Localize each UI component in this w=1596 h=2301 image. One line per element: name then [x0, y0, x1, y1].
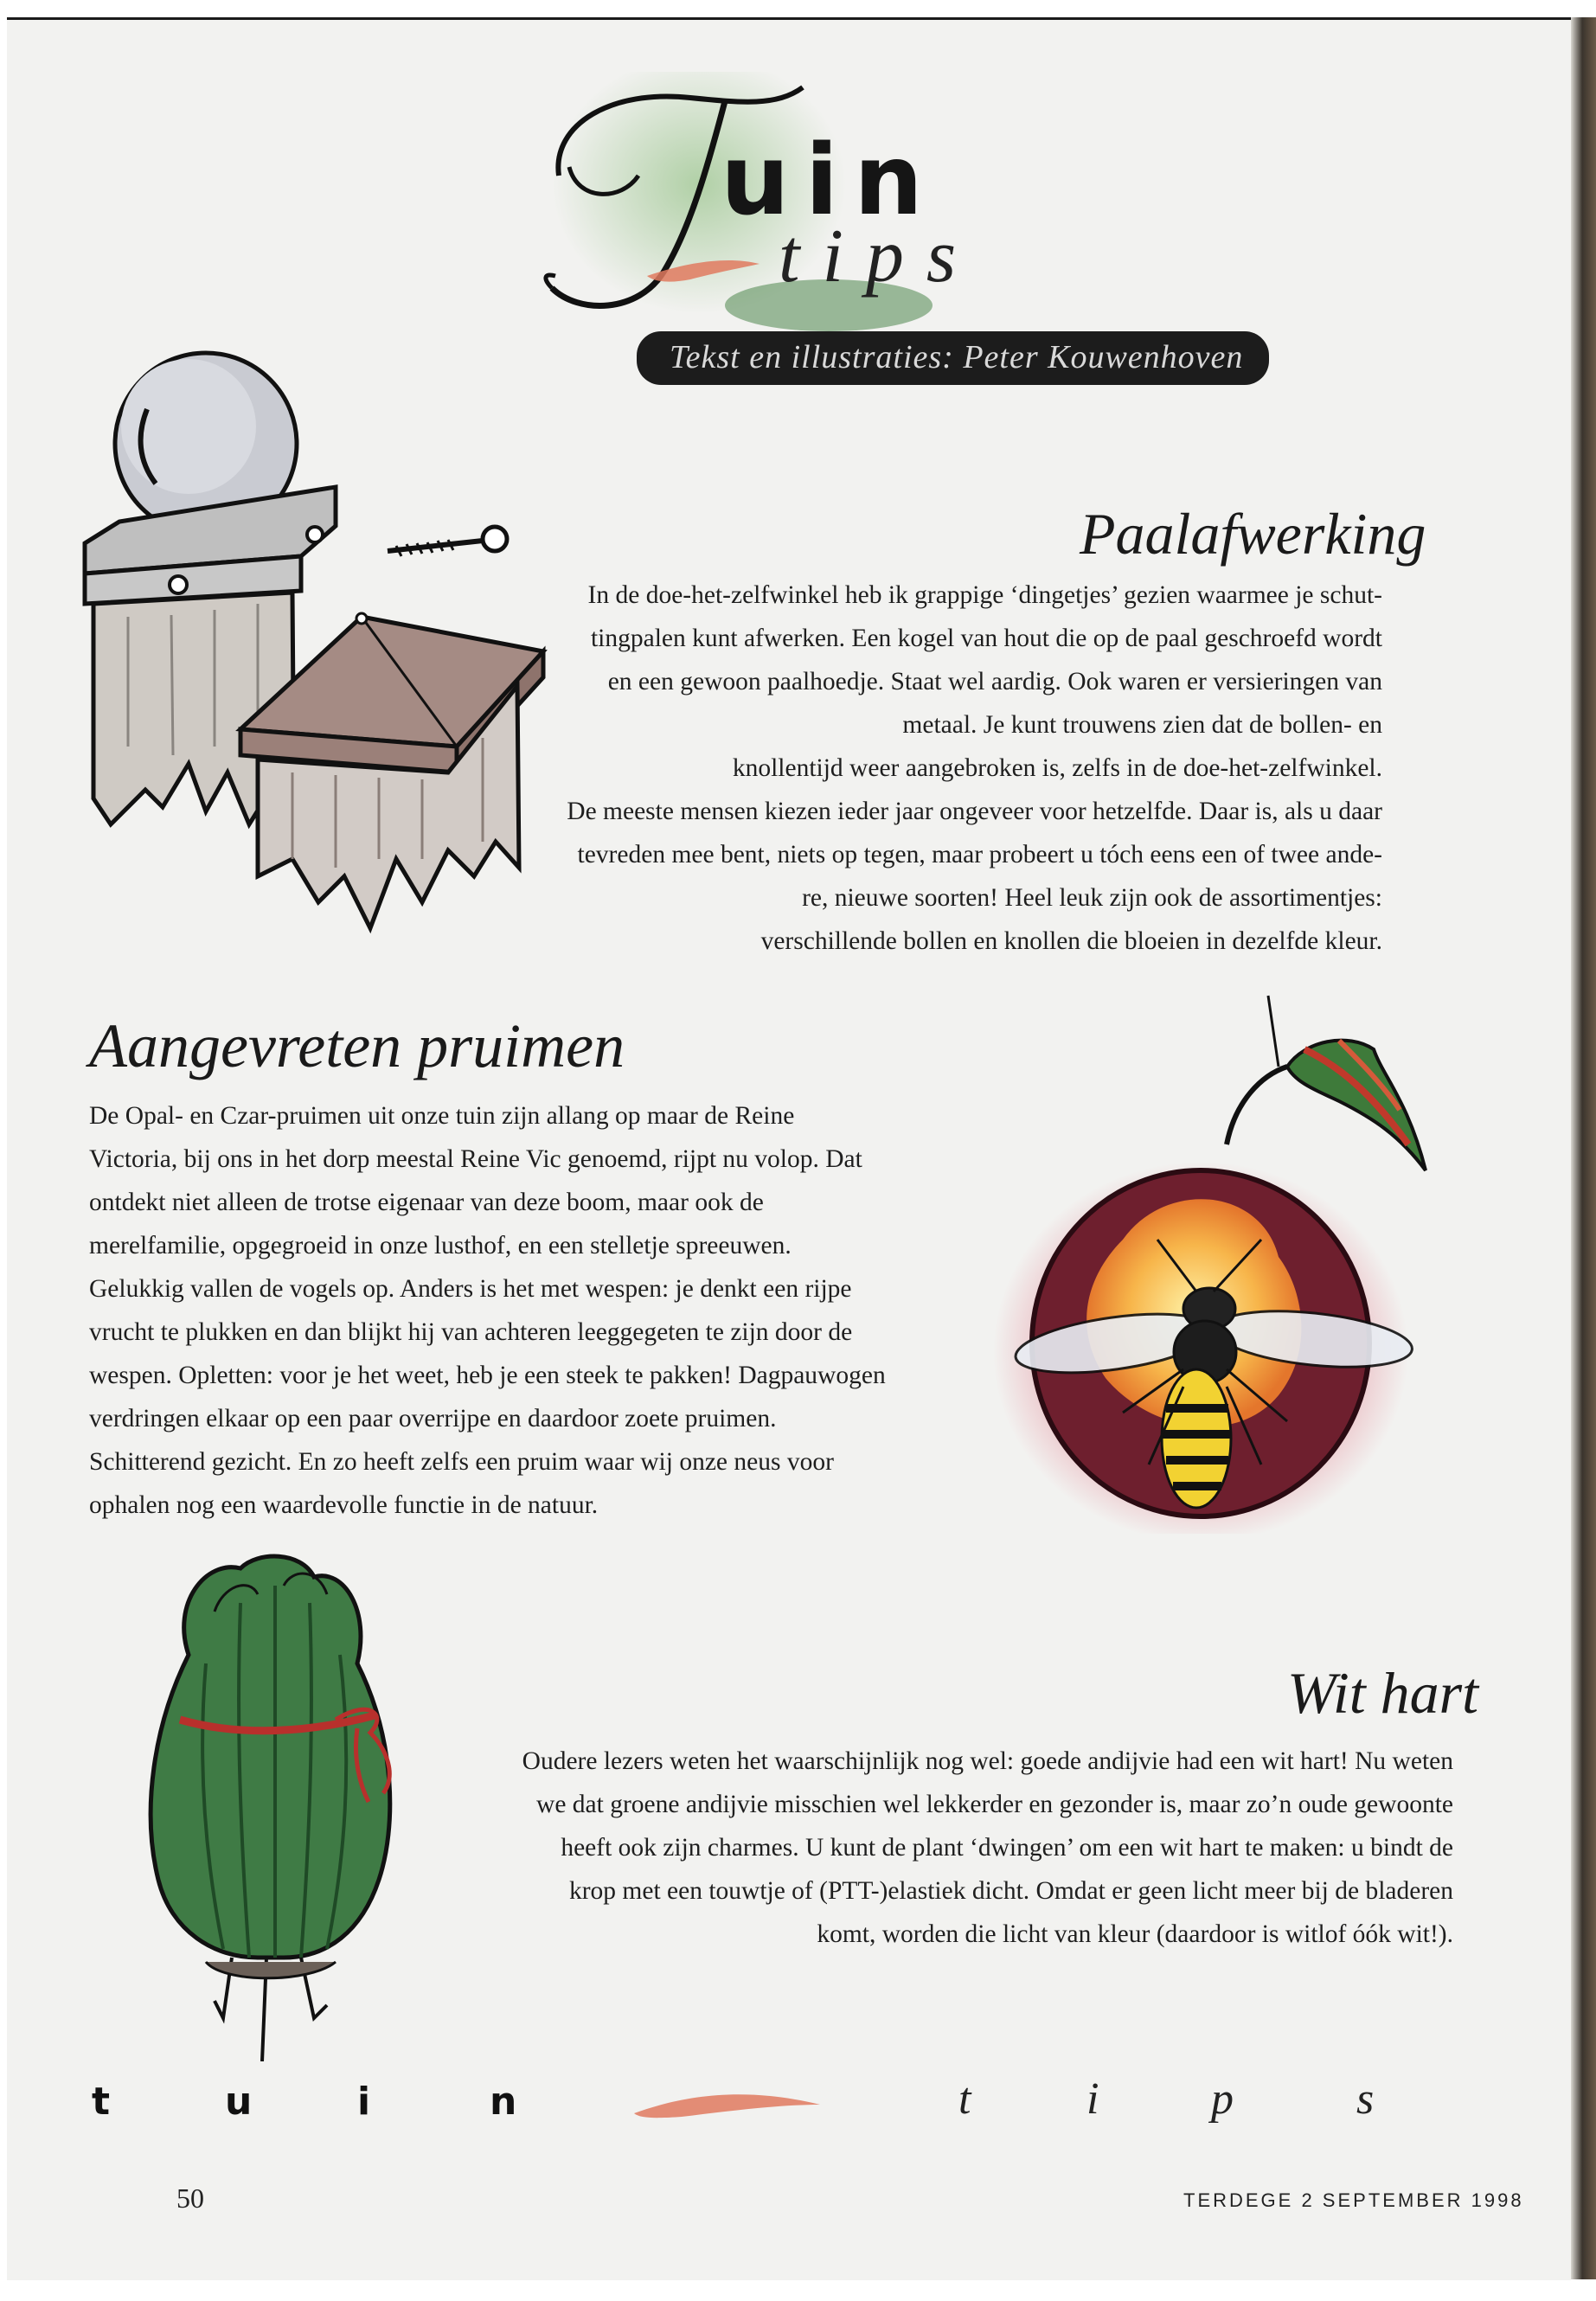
- footer-letter: p: [1211, 2074, 1234, 2124]
- article-body-wit-hart: [457, 1740, 1453, 1956]
- paragraph-line: metaal. Je kunt trouwens zien dat de bollen- en: [902, 711, 1382, 739]
- paragraph-line: tevreden mee bent, niets op tegen, maar probeert u tóch eens een of twee ande-: [577, 841, 1382, 868]
- page-header: [543, 72, 1244, 375]
- footer-letter: i: [1086, 2074, 1099, 2124]
- endive-illustration: [137, 1551, 413, 2061]
- paragraph-line: Oudere lezers weten het waarschijnlijk nog wel: goede andijvie had een wit hart! Nu weten: [522, 1747, 1453, 1775]
- paragraph-line: re, nieuwe soorten! Heel leuk zijn ook de assortimentjes:: [802, 884, 1382, 912]
- paragraph-line: we dat groene andijvie misschien wel lekkerder en gezonder is, maar zo’n oude gewoonte: [536, 1791, 1453, 1818]
- footer-letter: t: [958, 2074, 971, 2124]
- footer-swoosh: [630, 2079, 829, 2122]
- article-title-paalafwerking: Paalafwerking: [1080, 501, 1426, 567]
- footer-letter: n: [490, 2080, 517, 2124]
- paragraph-line: In de doe-het-zelfwinkel heb ik grappige ‘dingetjes’ gezien waarmee je schut-: [587, 581, 1382, 609]
- footer-letter: i: [357, 2080, 371, 2124]
- title-word: uin: [721, 125, 939, 237]
- paragraph-line: merelfamilie, opgegroeid in onze lusthof, en een stelletje spreeuwen.: [89, 1232, 792, 1259]
- title-tips: tips: [779, 215, 979, 298]
- page-number: 50: [176, 2182, 204, 2214]
- scan-margin: [0, 2280, 1596, 2301]
- paragraph-line: ontdekt niet alleen de trotse eigenaar van deze boom, maar ook de: [89, 1189, 764, 1216]
- paragraph-line: knollentijd weer aangebroken is, zelfs in de doe-het-zelfwinkel.: [732, 754, 1382, 782]
- paragraph-line: Schitterend gezicht. En zo heeft zelfs een pruim waar wij onze neus voor: [89, 1448, 834, 1476]
- footer-letter: t: [92, 2080, 111, 2124]
- paragraph-line: De meeste mensen kiezen ieder jaar ongeveer voor hetzelfde. Daar is, als u daar: [567, 798, 1382, 825]
- issue-label: TERDEGE 2 SEPTEMBER 1998: [1183, 2189, 1524, 2211]
- paragraph-line: wespen. Opletten: voor je het weet, heb je een steek te pakken! Dagpauwogen: [89, 1362, 886, 1389]
- page-edge: [1571, 17, 1596, 2279]
- paragraph-line: De Opal- en Czar-pruimen uit onze tuin zijn allang op maar de Reine: [89, 1102, 795, 1130]
- paragraph-line: krop met een touwtje of (PTT-)elastiek dicht. Omdat er geen licht meer bij de bladeren: [568, 1877, 1453, 1905]
- paragraph-line: ophalen nog een waardevolle functie in de natuur.: [89, 1491, 599, 1519]
- article-title-wit-hart: Wit hart: [1287, 1660, 1479, 1726]
- magazine-page: [7, 17, 1571, 2282]
- paragraph-line: Victoria, bij ons in het dorp meestal Reine Vic genoemd, rijpt nu volop. Dat: [89, 1145, 862, 1173]
- paragraph-line: heeft ook zijn charmes. U kunt de plant ‘dwingen’ om een wit hart te maken: u bindt de: [561, 1834, 1453, 1862]
- paragraph-line: verschillende bollen en knollen die bloeien in dezelfde kleur.: [760, 927, 1382, 955]
- paragraph-line: tingpalen kunt afwerken. Een kogel van hout die op de paal geschroefd wordt: [590, 625, 1382, 652]
- plum-wasp-illustration: [976, 980, 1460, 1534]
- paragraph-line: vrucht te plukken en dan blijkt hij van achteren leeggegeten te zijn door de: [89, 1318, 853, 1346]
- paragraph-line: en een gewoon paalhoedje. Staat wel aardig. Ook waren er versieringen van: [607, 668, 1382, 695]
- article-body-pruimen: [89, 1094, 954, 1527]
- footer-letter: s: [1356, 2074, 1375, 2124]
- article-body-paalafwerking: [491, 574, 1382, 963]
- paragraph-line: komt, worden die licht van kleur (daardoor is witlof óók wit!).: [817, 1920, 1453, 1948]
- footer-letter: u: [225, 2080, 253, 2124]
- article-title-pruimen: Aangevreten pruimen: [89, 1011, 625, 1080]
- post-caps-illustration: [76, 340, 561, 937]
- credit-badge: Tekst en illustraties: Peter Kouwenhoven: [637, 331, 1269, 385]
- paragraph-line: Gelukkig vallen de vogels op. Anders is het met wespen: je denkt een rijpe: [89, 1275, 852, 1303]
- paragraph-line: verdringen elkaar op een paar overrijpe en daardoor zoete pruimen.: [89, 1405, 777, 1433]
